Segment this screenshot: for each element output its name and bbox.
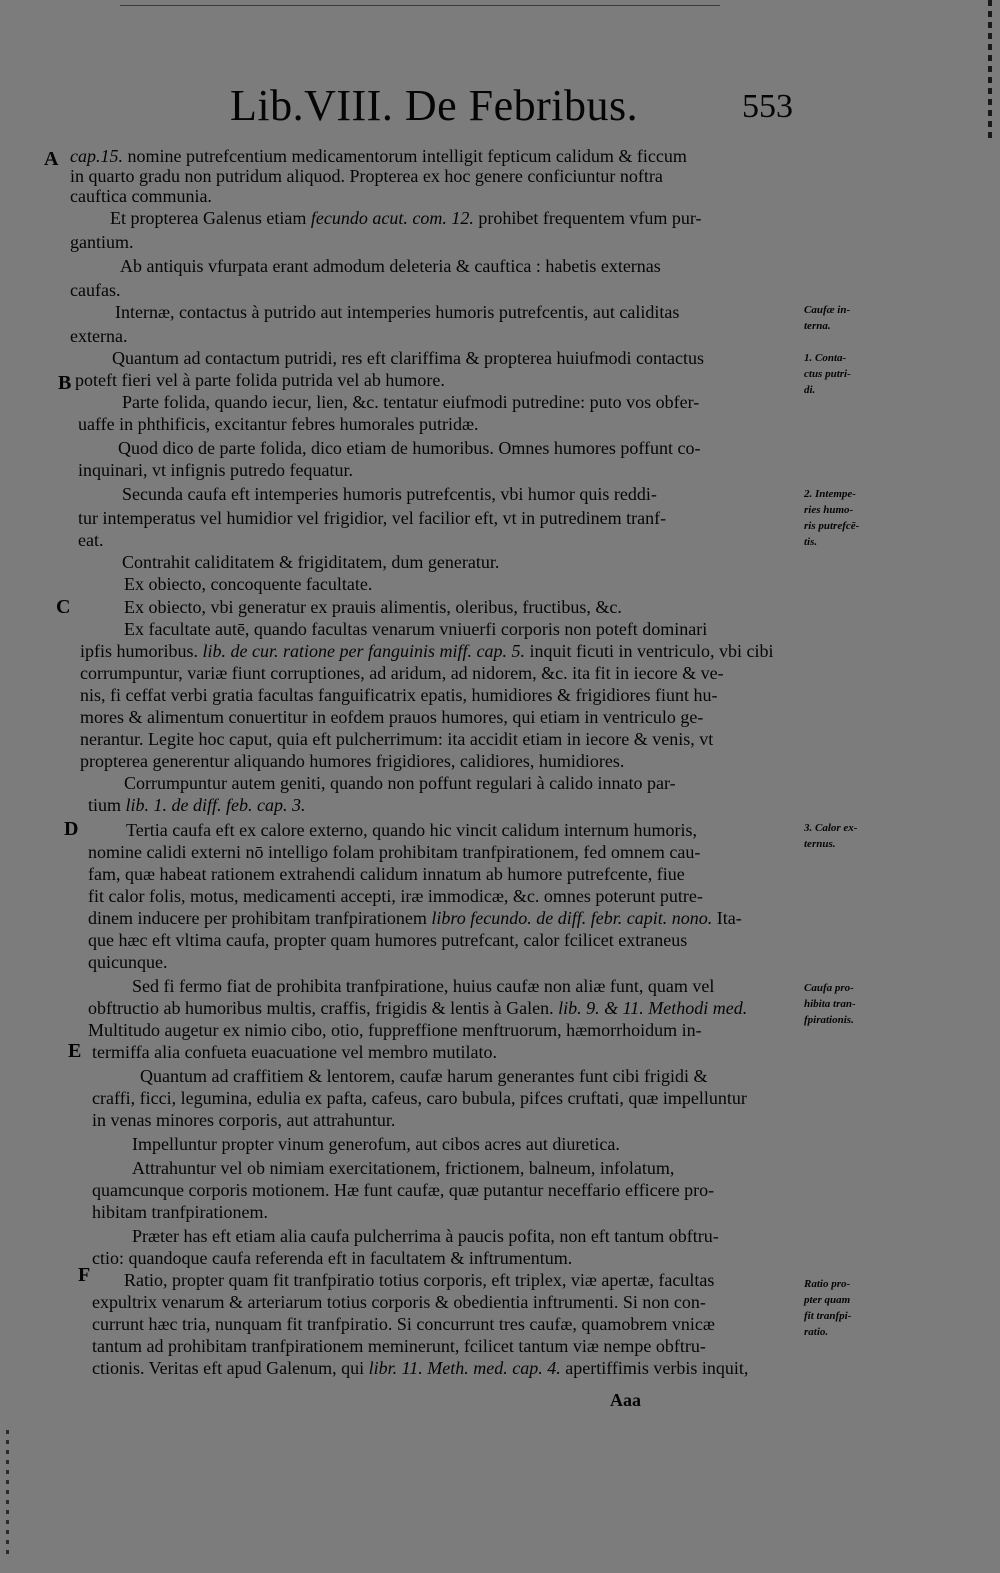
- text-line: tur intemperatus vel humidior vel frigidior, vel facilior eft, vt in putredinem tranf-: [78, 508, 667, 528]
- text-line: inquinari, vt infignis putredo fequatur.: [78, 460, 353, 480]
- text-line: Ratio, propter quam fit tranfpiratio totius corporis, eft triplex, viæ apertæ, facultas: [124, 1270, 715, 1290]
- section-letter: A: [44, 148, 59, 170]
- text-line: expultrix venarum & arteriarum totius corporis & obedientia inftrumenti. Si non con-: [92, 1292, 706, 1312]
- text-line: que hæc eft vltima caufa, propter quam humores putrefcant, calor fcilicet extraneus: [88, 930, 688, 950]
- margin-note: [804, 980, 984, 1028]
- text-line: Quod dico de parte folida, dico etiam de humoribus. Omnes humores poffunt co-: [118, 438, 701, 458]
- margin-note-line: di.: [804, 384, 816, 396]
- text-line: eat.: [78, 530, 104, 550]
- margin-note-line: ries humo-: [804, 504, 854, 516]
- section-letter: C: [56, 596, 71, 618]
- section-letter: D: [64, 818, 79, 840]
- text-line: corrumpuntur, variæ fiunt corruptiones, ad aridum, ad nidorem, &c. ita fit in iecore & ve-: [80, 663, 724, 683]
- section-letter: B: [58, 372, 72, 394]
- text-line: nis, fi ceffat verbi gratia facultas fanguificatrix epatis, humidiores & frigidiores fiunt hu-: [80, 685, 718, 705]
- text-line: mores & alimentum conuertitur in eofdem prauos humores, qui etiam in ventriculo ge-: [80, 707, 704, 727]
- text-line: Sed fi fermo fiat de prohibita tranfpiratione, huius caufæ non aliæ funt, quam vel: [132, 976, 715, 996]
- text-line: in quarto gradu non putridum aliquod. Propterea ex hoc genere conficiuntur noftra: [70, 166, 663, 186]
- margin-note: [804, 486, 984, 550]
- margin-note-line: tis.: [804, 536, 818, 548]
- text-line: Quantum ad craffitiem & lentorem, caufæ harum generantes funt cibi frigidi &: [140, 1066, 708, 1086]
- text-line: Corrumpuntur autem geniti, quando non poffunt regulari à calido innato par-: [124, 773, 676, 793]
- text-line: gantium.: [70, 232, 134, 252]
- text-line: tantum ad prohibitam tranfpirationem meminerunt, fcilicet tantum viæ nempe obftru-: [92, 1336, 706, 1356]
- text-line: currunt hæc tria, nunquam fit tranfpiratio. Si concurrunt tres caufæ, quamobrem vnicæ: [92, 1314, 715, 1334]
- scan-edge-left: [6, 1430, 9, 1560]
- text-line: poteft fieri vel à parte folida putrida vel ab humore.: [75, 370, 445, 390]
- section-letter: E: [68, 1040, 82, 1062]
- margin-note-line: fpirationis.: [804, 1014, 854, 1026]
- section-letter: F: [78, 1264, 91, 1286]
- margin-note-line: terna.: [804, 320, 831, 332]
- text-line: Internæ, contactus à putrido aut intemperies humoris putrefcentis, aut caliditas: [115, 302, 680, 322]
- top-rule: [120, 5, 720, 6]
- text-line: termiffa alia confueta euacuatione vel membro mutilato.: [92, 1042, 497, 1062]
- text-line: Ex obiecto, concoquente facultate.: [124, 574, 373, 594]
- text-line: obftructio ab humoribus multis, craffis, frigidis & lentis à Galen. lib. 9. & 11. Methodi med.: [88, 998, 748, 1018]
- text-line: Ab antiquis vfurpata erant admodum deleteria & cauftica : habetis externas: [120, 256, 661, 276]
- text-line: ipfis humoribus. lib. de cur. ratione per fanguinis miff. cap. 5. inquit ficuti in ventriculo, vbi cibi: [80, 641, 774, 661]
- margin-note: [804, 302, 984, 334]
- text-line: Contrahit caliditatem & frigiditatem, dum generatur.: [122, 552, 500, 572]
- text-line: fam, quæ habeat rationem extrahendi calidum innatum ab humore putrefcente, fiue: [88, 864, 685, 884]
- text-line: Secunda caufa eft intemperies humoris putrefcentis, vbi humor quis reddi-: [122, 484, 657, 504]
- margin-note-line: Caufæ in-: [804, 304, 851, 316]
- text-line: Præter has eft etiam alia caufa pulcherrima à paucis pofita, non eft tantum obftru-: [132, 1226, 719, 1246]
- margin-note-line: pter quam: [804, 1294, 851, 1306]
- text-line: Impelluntur propter vinum generofum, aut cibos acres aut diuretica.: [132, 1134, 620, 1154]
- text-line: externa.: [70, 326, 128, 346]
- text-line: Ex obiecto, vbi generatur ex prauis alimentis, oleribus, fructibus, &c.: [124, 597, 622, 617]
- catchword: Aaa: [610, 1390, 641, 1410]
- text-line: Tertia caufa eft ex calore externo, quando hic vincit calidum internum humoris,: [126, 820, 698, 840]
- text-line: quamcunque corporis motionem. Hæ funt caufæ, quæ putantur neceffario efficere pro-: [92, 1180, 715, 1200]
- text-line: nerantur. Legite hoc caput, quia eft pulcherrimum: ita accidit etiam in iecore & venis, vt: [80, 729, 714, 749]
- margin-note-line: ternus.: [804, 838, 836, 850]
- margin-note-line: ris putrefcē-: [804, 520, 860, 532]
- page-number: 553: [742, 88, 793, 125]
- text-line: fit calor folis, motus, medicamenti accepti, iræ immodicæ, &c. omnes poterunt putre-: [88, 886, 703, 906]
- text-line: cauftica communia.: [70, 186, 212, 206]
- text-line: Quantum ad contactum putridi, res eft clariffima & propterea huiufmodi contactus: [112, 348, 704, 368]
- margin-note-line: 2. Intempe-: [804, 488, 856, 500]
- text-line: tium lib. 1. de diff. feb. cap. 3.: [88, 795, 306, 815]
- text-line: cap.15. nomine putrefcentium medicamentorum intelligit fepticum calidum & ficcum: [70, 146, 687, 166]
- text-line: Parte folida, quando iecur, lien, &c. tentatur eiufmodi putredine: puto vos obfer-: [122, 392, 700, 412]
- text-line: Attrahuntur vel ob nimiam exercitationem, frictionem, balneum, infolatum,: [132, 1158, 675, 1178]
- text-line: ctio: quandoque caufa referenda eft in facultatem & inftrumentum.: [92, 1248, 573, 1268]
- text-line: caufas.: [70, 280, 121, 300]
- margin-note-line: ctus putri-: [804, 368, 851, 380]
- margin-note: [804, 820, 984, 852]
- margin-note-line: Ratio pro-: [804, 1278, 851, 1290]
- text-line: uaffe in phthificis, excitantur febres humorales putridæ.: [78, 414, 479, 434]
- text-line: quicunque.: [88, 952, 168, 972]
- margin-note-line: Caufa pro-: [804, 982, 854, 994]
- text-line: ctionis. Veritas eft apud Galenum, qui libr. 11. Meth. med. cap. 4. apertiffimis verbis inquit,: [92, 1358, 749, 1378]
- margin-note: [804, 1276, 984, 1340]
- margin-note: [804, 350, 984, 398]
- text-line: craffi, ficci, legumina, edulia ex pafta, cafeus, caro bubula, pifces cruftati, quæ impelluntur: [92, 1088, 747, 1108]
- margin-note-line: fit tranfpi-: [804, 1310, 852, 1322]
- text-line: nomine calidi externi nō intelligo folam prohibitam tranfpirationem, fed omnem cau-: [88, 842, 701, 862]
- text-line: propterea generentur aliquando humores frigidiores, calidiores, humidiores.: [80, 751, 625, 771]
- margin-note-line: 1. Conta-: [804, 352, 847, 364]
- margin-note-line: ratio.: [804, 1326, 829, 1338]
- text-line: hibitam tranfpirationem.: [92, 1202, 268, 1222]
- margin-note-line: 3. Calor ex-: [804, 822, 858, 834]
- running-header: Lib.VIII. De Febribus.: [230, 81, 639, 130]
- text-line: Ex facultate autē, quando facultas venarum vniuerfi corporis non poteft dominari: [124, 619, 708, 639]
- margin-note-line: hibita tran-: [804, 998, 856, 1010]
- text-line: in venas minores corporis, aut attrahuntur.: [92, 1110, 396, 1130]
- text-line: Et propterea Galenus etiam fecundo acut. com. 12. prohibet frequentem vfum pur-: [110, 208, 702, 228]
- text-line: Multitudo augetur ex nimio cibo, otio, fuppreffione menftruorum, hæmorrhoidum in-: [88, 1020, 702, 1040]
- scan-edge-right: [988, 0, 992, 140]
- text-line: dinem inducere per prohibitam tranfpirationem libro fecundo. de diff. febr. capit. nono. Ita-: [88, 908, 742, 928]
